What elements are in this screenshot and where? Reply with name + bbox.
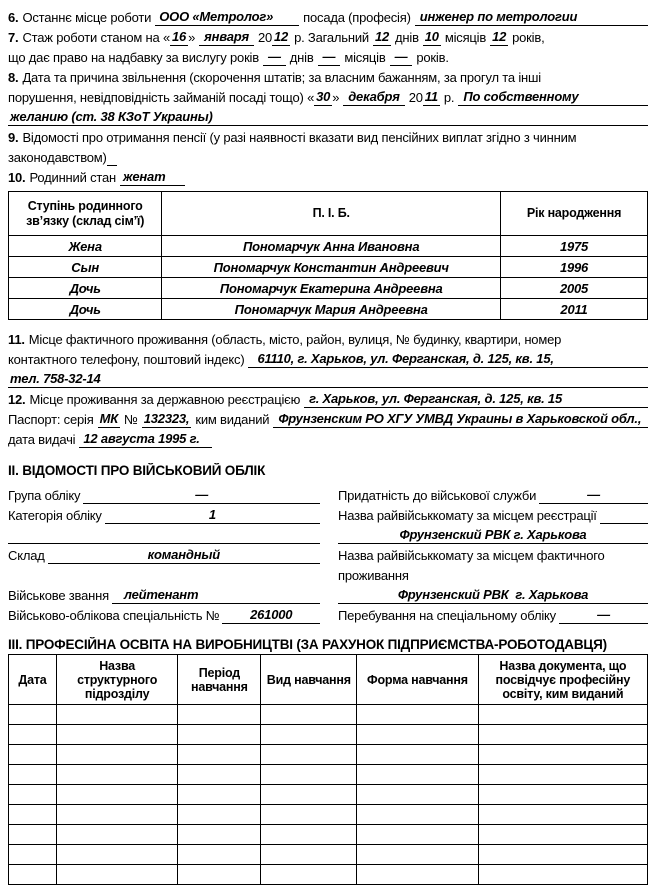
military-rank-row xyxy=(8,584,320,604)
education-empty-cell xyxy=(56,805,177,825)
education-empty-cell xyxy=(9,845,57,865)
family-header-year: Рік народження xyxy=(501,192,648,236)
item7-years-value: 12 xyxy=(492,29,507,44)
education-empty-cell xyxy=(56,705,177,725)
military-category-row xyxy=(8,504,320,524)
education-empty-row xyxy=(9,825,648,845)
item9b-label: законодавством) xyxy=(8,150,107,165)
education-empty-row xyxy=(9,745,648,765)
item11c-phone-value: тел. 758-32-14 xyxy=(8,370,648,388)
education-empty-cell xyxy=(178,705,261,725)
military-fitness-label: Придатність до військової служби xyxy=(338,488,537,503)
item12-label: Місце проживання за державною реєстрацією xyxy=(29,392,301,407)
education-empty-cell xyxy=(178,765,261,785)
item8b-reason-value: По собственному xyxy=(458,88,648,106)
military-commissariat-reg-label: Назва райвійськкомату за місцем реєстрації xyxy=(338,508,597,523)
family-header-relation: Ступінь родинного зв’язку (склад сім’ї) xyxy=(9,192,162,236)
item8b-year-value: 11 xyxy=(424,89,438,104)
item7-total-label: р. Загальний xyxy=(294,30,369,45)
military-fitness-row xyxy=(338,484,648,504)
item11b-address-value: 61110, г. Харьков, ул. Ферганская, д. 125, кв. 15, xyxy=(248,350,648,368)
education-empty-cell xyxy=(261,845,357,865)
item7b-days-label: днів xyxy=(289,50,314,65)
military-commissariat-reg-underline xyxy=(600,523,648,524)
item7b-years-dash: — xyxy=(390,48,413,66)
family-relation: Дочь xyxy=(9,278,162,299)
education-empty-cell xyxy=(261,705,357,725)
education-empty-row xyxy=(9,725,648,745)
education-empty-cell xyxy=(9,825,57,845)
family-table-row xyxy=(9,299,648,320)
item12b-line xyxy=(8,408,648,428)
education-empty-cell xyxy=(56,725,177,745)
education-empty-cell xyxy=(261,725,357,745)
family-table-row xyxy=(9,236,648,257)
family-birth-year: 1975 xyxy=(501,236,648,257)
education-empty-cell xyxy=(9,805,57,825)
family-name: Пономарчук Екатерина Андреевна xyxy=(162,278,501,299)
item12b-passport-label: Паспорт: серія xyxy=(8,412,94,427)
education-empty-cell xyxy=(478,845,647,865)
item10-line xyxy=(8,166,648,186)
military-fitness-value: — xyxy=(539,487,648,504)
education-empty-cell xyxy=(178,805,261,825)
military-category-label: Категорія обліку xyxy=(8,508,102,523)
education-empty-cell xyxy=(478,705,647,725)
education-header-document: Назва документа, що посвідчує професійну освіту, ким виданий xyxy=(478,655,647,705)
military-category-continuation-row xyxy=(8,524,320,544)
military-composition-row xyxy=(8,544,320,564)
family-table-row xyxy=(9,278,648,299)
item7-number: 7. xyxy=(8,30,19,45)
item10-label: Родинний стан xyxy=(29,170,116,185)
military-specialty-row xyxy=(8,604,320,624)
item7b-days-dash: — xyxy=(263,48,286,66)
item10-underline xyxy=(175,185,185,186)
item7-year-value: 12 xyxy=(274,29,289,44)
item12b-passport-series-value: МК xyxy=(99,411,118,426)
item7-years-label: років, xyxy=(512,30,545,45)
education-empty-cell xyxy=(357,845,478,865)
education-header-form: Форма навчання xyxy=(357,655,478,705)
education-empty-cell xyxy=(56,865,177,885)
item6-position-value: инженер по метрологии xyxy=(415,8,648,26)
military-specialty-value: 261000 xyxy=(222,607,320,624)
military-specialty-label: Військово-облікова спеціальність № xyxy=(8,608,220,623)
military-group-label: Група обліку xyxy=(8,488,81,503)
item7-days-label: днів xyxy=(395,30,419,45)
item9b-line xyxy=(8,146,648,166)
item12-line xyxy=(8,388,648,408)
education-empty-cell xyxy=(261,745,357,765)
family-birth-year: 1996 xyxy=(501,257,648,278)
item12b-passport-no-sign: № xyxy=(123,412,138,427)
education-header-date: Дата xyxy=(9,655,57,705)
item7-line xyxy=(8,26,648,46)
education-table-body xyxy=(9,705,648,885)
item8b-line xyxy=(8,86,648,106)
education-header-kind: Вид навчання xyxy=(261,655,357,705)
item8c-line xyxy=(8,106,648,126)
item10-number: 10. xyxy=(8,170,26,185)
education-empty-cell xyxy=(9,725,57,745)
education-empty-cell xyxy=(478,725,647,745)
education-empty-cell xyxy=(478,785,647,805)
military-commissariat-fact-value-row xyxy=(338,584,648,604)
education-empty-cell xyxy=(478,745,647,765)
family-name: Пономарчук Мария Андреевна xyxy=(162,299,501,320)
education-empty-cell xyxy=(357,785,478,805)
item6-position-label: посада (професія) xyxy=(303,10,411,25)
item11c-line xyxy=(8,368,648,388)
education-empty-cell xyxy=(357,705,478,725)
item12b-passport-number-value: 132323, xyxy=(143,411,190,426)
item7b-years-label: років. xyxy=(416,50,449,65)
item8b-day-value: 30 xyxy=(316,89,331,104)
education-empty-row xyxy=(9,865,648,885)
education-empty-cell xyxy=(56,765,177,785)
item8c-reason-value: желанию (ст. 38 КЗоТ Украины) xyxy=(8,108,648,126)
education-empty-cell xyxy=(261,785,357,805)
education-empty-cell xyxy=(56,825,177,845)
item6-line xyxy=(8,6,648,26)
item12b-issued-by-value: Фрунзенским РО ХГУ УМВД Украины в Харьковской обл., xyxy=(273,410,648,428)
education-empty-cell xyxy=(357,865,478,885)
item9-line xyxy=(8,126,648,146)
education-empty-cell xyxy=(261,865,357,885)
item9-number: 9. xyxy=(8,130,19,145)
military-left-spacer-row xyxy=(8,564,320,584)
education-empty-cell xyxy=(261,825,357,845)
education-empty-cell xyxy=(261,765,357,785)
item6-number: 6. xyxy=(8,10,19,25)
item8b-century: 20 xyxy=(408,90,423,105)
family-table-row xyxy=(9,257,648,278)
military-commissariat-reg-value-row xyxy=(338,524,648,544)
education-empty-cell xyxy=(56,785,177,805)
item12-number: 12. xyxy=(8,392,26,407)
item8b-year-suffix: р. xyxy=(443,90,455,105)
military-commissariat-fact-value: Фрунзенский РВК г. Харькова xyxy=(338,587,648,604)
education-empty-cell xyxy=(357,805,478,825)
item6-label: Останнє місце роботи xyxy=(22,10,152,25)
military-commissariat-fact-label-row2 xyxy=(338,564,648,584)
military-special-registry-row xyxy=(338,604,648,624)
item12c-issue-date-value: 12 августа 1995 г. xyxy=(79,430,211,448)
military-commissariat-reg-value: Фрунзенский РВК г. Харькова xyxy=(338,527,648,544)
education-empty-cell xyxy=(357,745,478,765)
item7b-line xyxy=(8,46,648,66)
education-empty-cell xyxy=(9,745,57,765)
item8b-quote: » xyxy=(332,90,340,105)
item6-last-workplace-value: ООО «Метролог» xyxy=(155,8,299,26)
item7-days-value: 12 xyxy=(374,29,390,44)
item12b-issued-by-label: ким виданий xyxy=(195,412,270,427)
education-empty-cell xyxy=(178,845,261,865)
military-commissariat-fact-label2: проживання xyxy=(338,568,409,583)
item11b-label: контактного телефону, поштовий індекс) xyxy=(8,352,245,367)
item12c-line xyxy=(8,428,648,448)
military-commissariat-fact-label-row1 xyxy=(338,544,648,564)
item7-months-label: місяців xyxy=(444,30,487,45)
family-relation: Жена xyxy=(9,236,162,257)
education-empty-cell xyxy=(478,865,647,885)
item12c-issue-date-label: дата видачі xyxy=(8,432,76,447)
education-header-unit: Назва структурного підрозділу xyxy=(56,655,177,705)
family-name: Пономарчук Константин Андреевич xyxy=(162,257,501,278)
item8b-month-value: декабря xyxy=(343,88,405,106)
education-empty-cell xyxy=(478,765,647,785)
item8b-label: порушення, невідповідність займаній посаді тощо) « xyxy=(8,90,315,105)
education-empty-cell xyxy=(178,825,261,845)
military-right-column xyxy=(338,484,648,624)
family-table xyxy=(8,191,648,320)
education-empty-cell xyxy=(56,745,177,765)
education-empty-cell xyxy=(478,825,647,845)
education-empty-cell xyxy=(357,825,478,845)
education-table xyxy=(8,654,648,885)
military-section xyxy=(8,484,648,624)
item7-label: Стаж роботи станом на « xyxy=(22,30,171,45)
item11-label: Місце фактичного проживання (область, місто, район, вулиця, № будинку, квартири, номер xyxy=(28,332,562,347)
military-group-value: — xyxy=(83,487,320,504)
section2-title: ІІ. ВІДОМОСТІ ПРО ВІЙСЬКОВИЙ ОБЛІК xyxy=(8,463,266,478)
family-relation: Сын xyxy=(9,257,162,278)
family-relation: Дочь xyxy=(9,299,162,320)
education-empty-cell xyxy=(9,765,57,785)
section3-title: ІІІ. ПРОФЕСІЙНА ОСВІТА НА ВИРОБНИЦТВІ (ЗА РАХУНОК ПІДПРИЄМСТВА-РОБОТОДАВЦЯ) xyxy=(8,637,607,652)
education-empty-row xyxy=(9,765,648,785)
item11-number: 11. xyxy=(8,332,25,347)
family-birth-year: 2005 xyxy=(501,278,648,299)
education-empty-cell xyxy=(178,865,261,885)
military-special-registry-label: Перебування на спеціальному обліку xyxy=(338,608,556,623)
item9-label: Відомості про отримання пенсії (у разі наявності вказати вид пенсійних виплат згідно з чинним xyxy=(22,130,577,145)
item7b-label: що дає право на надбавку за вислугу років xyxy=(8,50,259,65)
education-empty-row xyxy=(9,845,648,865)
item7-quote: » xyxy=(188,30,196,45)
military-composition-label: Склад xyxy=(8,548,45,563)
education-empty-cell xyxy=(261,805,357,825)
item7-months-value: 10 xyxy=(424,29,439,44)
military-rank-label: Військове звання xyxy=(8,588,109,603)
military-left-column xyxy=(8,484,320,624)
family-birth-year: 2011 xyxy=(501,299,648,320)
family-table-header-row xyxy=(9,192,648,236)
education-empty-cell xyxy=(9,705,57,725)
item11-line xyxy=(8,328,648,348)
education-empty-cell xyxy=(9,865,57,885)
education-table-header-row xyxy=(9,655,648,705)
military-rank-value: лейтенант xyxy=(112,587,320,604)
military-composition-value: командный xyxy=(48,547,320,564)
family-name: Пономарчук Анна Ивановна xyxy=(162,236,501,257)
education-empty-cell xyxy=(178,745,261,765)
item7b-months-label: місяців xyxy=(344,50,386,65)
military-category-value: 1 xyxy=(105,507,320,524)
item12-registered-address-value: г. Харьков, ул. Ферганская, д. 125, кв. 15 xyxy=(304,390,648,408)
item8-label: Дата та причина звільнення (скорочення штатів; за власним бажанням, за прогул та інші xyxy=(22,70,541,85)
military-group-row xyxy=(8,484,320,504)
item7b-months-dash: — xyxy=(318,48,341,66)
education-empty-cell xyxy=(9,785,57,805)
education-empty-cell xyxy=(178,785,261,805)
education-empty-cell xyxy=(357,765,478,785)
item9b-empty-underline xyxy=(107,165,117,166)
education-empty-row xyxy=(9,805,648,825)
item7-month-value: января xyxy=(199,28,254,46)
item8-number: 8. xyxy=(8,70,19,85)
item8-line xyxy=(8,66,648,86)
education-empty-cell xyxy=(178,725,261,745)
military-category-empty-underline xyxy=(8,543,320,544)
military-special-registry-value: — xyxy=(559,607,648,624)
education-empty-cell xyxy=(56,845,177,865)
item7-day-value: 16 xyxy=(172,29,187,44)
education-empty-cell xyxy=(357,725,478,745)
military-commissariat-reg-label-row xyxy=(338,504,648,524)
military-commissariat-fact-label1: Назва райвійськкомату за місцем фактичного xyxy=(338,548,605,563)
item11b-line xyxy=(8,348,648,368)
education-empty-row xyxy=(9,785,648,805)
education-header-period: Період навчання xyxy=(178,655,261,705)
item7-century: 20 xyxy=(257,30,272,45)
education-empty-cell xyxy=(478,805,647,825)
family-header-name: П. І. Б. xyxy=(162,192,501,236)
item10-marital-value: женат xyxy=(120,168,175,186)
education-empty-row xyxy=(9,705,648,725)
